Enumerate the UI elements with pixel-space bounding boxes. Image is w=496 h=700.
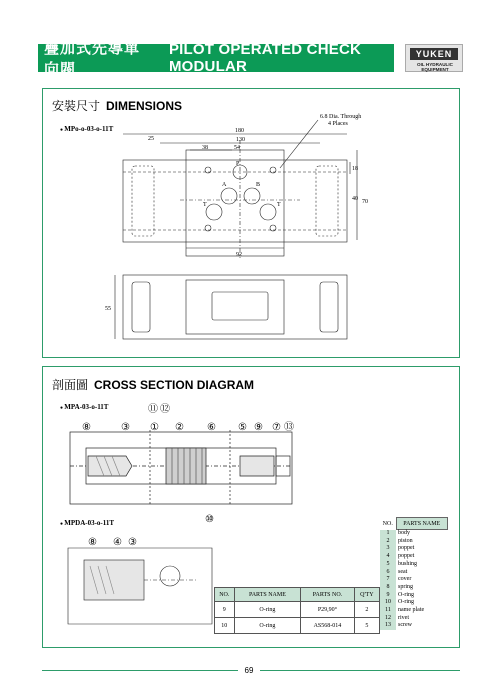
numbering-part-name: O-ring bbox=[398, 599, 414, 606]
hole-note: 6.8 Dia. Through bbox=[320, 114, 362, 120]
header-title-cn: 疊加式先導單向閥 bbox=[44, 39, 141, 78]
callout-3: ③ bbox=[121, 422, 130, 433]
callout-lower-8: ⑧ bbox=[88, 537, 97, 548]
table-cell: O-ring bbox=[234, 618, 301, 634]
numbering-part-name: spring bbox=[398, 583, 413, 590]
dim-130: 130 bbox=[236, 137, 245, 143]
numbering-row bbox=[380, 576, 448, 584]
numbering-no: 10 bbox=[380, 599, 396, 607]
dim-25: 25 bbox=[148, 136, 154, 142]
numbering-no: 11 bbox=[380, 607, 396, 615]
callout-13: ⑬ bbox=[284, 422, 294, 433]
numbering-no: 13 bbox=[380, 622, 396, 630]
numbering-no: 2 bbox=[380, 538, 396, 546]
numbering-row bbox=[380, 607, 448, 615]
dim-180: 180 bbox=[235, 128, 244, 134]
numbering-no: 8 bbox=[380, 584, 396, 592]
numbering-no: 9 bbox=[380, 592, 396, 600]
dimensions-model-code: ● MPo-o-03-o-11T bbox=[60, 125, 113, 133]
callout-lower-4: ④ bbox=[113, 537, 122, 548]
callout-1: ① bbox=[150, 422, 159, 433]
dimensions-title-cn: 安裝尺寸 bbox=[52, 99, 101, 113]
callout-8: ⑧ bbox=[82, 422, 91, 433]
seal-table-header-qty: Q'TY bbox=[354, 588, 379, 602]
dim-38: 38 bbox=[202, 145, 208, 151]
cross-section-title-cn: 剖面圖 bbox=[52, 378, 89, 392]
dim-92: 92 bbox=[236, 252, 242, 258]
port-p-label: P bbox=[236, 161, 240, 167]
dim-70: 70 bbox=[362, 199, 368, 205]
header-title-en: PILOT OPERATED CHECK MODULAR bbox=[168, 41, 362, 75]
port-t1-label: T bbox=[203, 202, 207, 208]
numbering-row bbox=[380, 622, 448, 630]
numbering-row bbox=[380, 569, 448, 577]
callout-11: ⑪ bbox=[148, 404, 158, 415]
numbering-row bbox=[380, 545, 448, 553]
numbering-row bbox=[380, 530, 448, 538]
dim-18: 18 bbox=[352, 166, 358, 172]
cross-section-model-2: ● MPDA-03-o-11T bbox=[60, 519, 114, 527]
callout-7: ⑦ bbox=[272, 422, 281, 433]
callout-6: ⑥ bbox=[207, 422, 216, 433]
table-cell: P29,90° bbox=[301, 602, 354, 618]
table-cell: AS568-014 bbox=[301, 618, 354, 634]
cross-section-title-en: CROSS SECTION DIAGRAM bbox=[94, 378, 255, 392]
port-t2-label: T bbox=[277, 202, 281, 208]
seal-parts-table bbox=[214, 587, 380, 634]
seal-table-header-no: NO. bbox=[215, 588, 235, 602]
numbering-no: 3 bbox=[380, 545, 396, 553]
numbering-part-name: poppet bbox=[398, 553, 415, 560]
numbering-part-name: O-ring bbox=[398, 591, 414, 598]
numbering-row bbox=[380, 561, 448, 569]
numbering-row bbox=[380, 615, 448, 623]
numbering-part-name: rivet bbox=[398, 614, 409, 621]
table-cell: O-ring bbox=[234, 602, 301, 618]
numbering-header-no: NO. bbox=[380, 518, 396, 530]
numbering-no: 7 bbox=[380, 576, 396, 584]
callout-5: ⑤ bbox=[238, 422, 247, 433]
logo-tagline: OIL HYDRAULIC EQUIPMENT bbox=[417, 62, 453, 72]
port-a-label: A bbox=[222, 182, 227, 188]
logo-brand: YUKEN bbox=[410, 48, 458, 60]
numbering-no: 12 bbox=[380, 615, 396, 623]
table-row bbox=[215, 618, 380, 634]
numbering-no: 4 bbox=[380, 553, 396, 561]
numbering-row bbox=[380, 553, 448, 561]
table-row bbox=[215, 602, 380, 618]
numbering-part-name: body bbox=[398, 530, 410, 536]
dim-55: 55 bbox=[105, 306, 111, 312]
table-cell: 10 bbox=[215, 618, 235, 634]
hole-note-places: 4 Places bbox=[328, 121, 348, 127]
seal-table-header-partno: PARTS NO. bbox=[301, 588, 354, 602]
callout-9: ⑨ bbox=[254, 422, 263, 433]
page-number: 69 bbox=[238, 664, 260, 677]
dim-54: 54 bbox=[234, 145, 240, 151]
callout-2: ② bbox=[175, 422, 184, 433]
numbering-row bbox=[380, 584, 448, 592]
port-b-label: B bbox=[256, 182, 261, 188]
numbering-row bbox=[380, 599, 448, 607]
numbering-part-name: piston bbox=[398, 537, 413, 544]
numbering-part-name: screw bbox=[398, 622, 412, 629]
callout-12: ⑫ bbox=[160, 404, 170, 415]
cross-section-model-1: ● MPA-03-o-11T bbox=[60, 403, 108, 411]
callout-10: ⑩ bbox=[205, 514, 214, 525]
numbering-no: 5 bbox=[380, 561, 396, 569]
numbering-part-name: name plate bbox=[398, 607, 425, 614]
numbering-no: 1 bbox=[380, 530, 396, 538]
numbering-header-name: PARTS NAME bbox=[396, 518, 448, 530]
table-cell: 5 bbox=[354, 618, 379, 634]
numbering-no: 6 bbox=[380, 569, 396, 577]
table-cell: 2 bbox=[354, 602, 379, 618]
numbering-row bbox=[380, 592, 448, 600]
numbering-part-name: bushing bbox=[398, 560, 418, 567]
callout-lower-3: ③ bbox=[128, 537, 137, 548]
numbering-part-name: seat bbox=[398, 568, 408, 575]
numbering-part-name: poppet bbox=[398, 545, 415, 552]
table-cell: 9 bbox=[215, 602, 235, 618]
part-numbering-table bbox=[380, 517, 448, 630]
seal-table-header-name: PARTS NAME bbox=[234, 588, 301, 602]
dim-40: 40 bbox=[352, 196, 358, 202]
numbering-part-name: cover bbox=[398, 576, 412, 583]
numbering-row bbox=[380, 538, 448, 546]
dimensions-title-en: DIMENSIONS bbox=[106, 99, 183, 113]
